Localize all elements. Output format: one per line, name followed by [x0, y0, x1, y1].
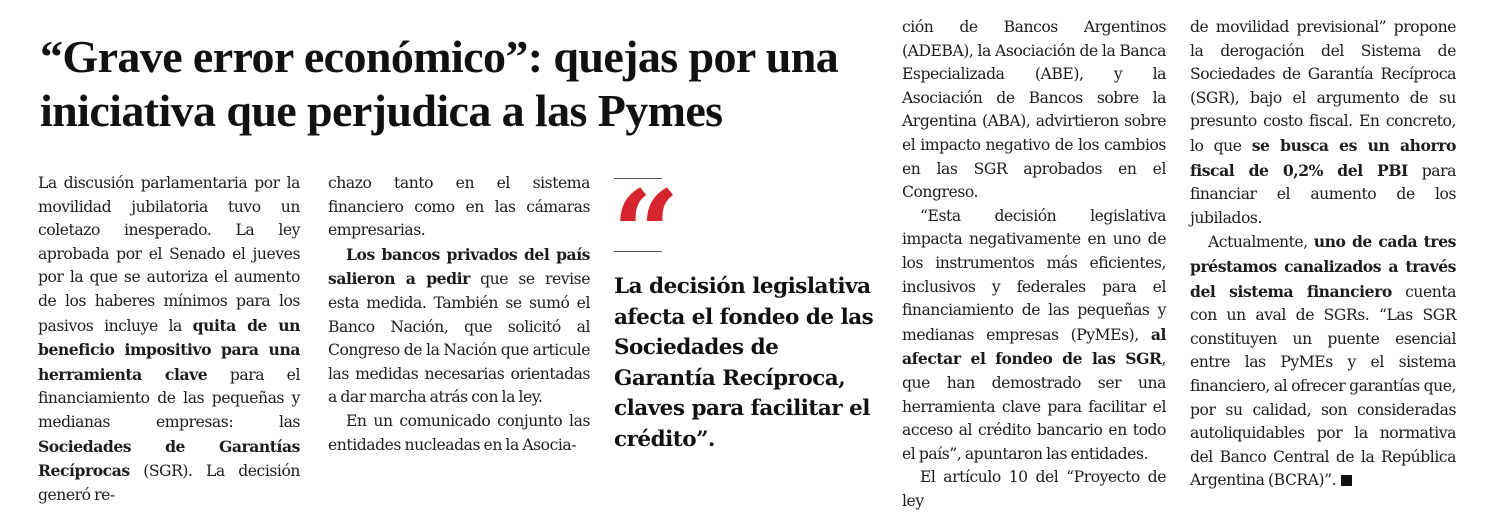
paragraph: “Esta decisión legislativa impacta negativamente en uno de los instrumentos más eficientes, inclusivos y federales para el financiamiento de las pequeñas y medianas empresas (PyMEs), al afectar el fondeo de las SGR, que han demostrado ser una herramienta clave para facilitar el acceso al crédito bancario en todo el país”, apuntaron las entidades. [902, 206, 1166, 463]
paragraph: Los bancos privados del país salieron a pedir que se revise esta medida. También se sumó el Banco Nación, que solicitó al Congreso de la Nación que articule las medidas necesarias orientadas a dar marcha atrás con la ley. [328, 244, 590, 407]
left-double-quote-icon [612, 164, 680, 303]
paragraph: chazo tanto en el sistema financiero como en las cámaras empresarias. [328, 174, 590, 240]
svg-text:“: “ [612, 164, 680, 303]
article-column-2 [328, 172, 590, 457]
paragraph: El artículo 10 del “Proyecto de ley [902, 468, 1166, 510]
article-column-3 [902, 16, 1166, 513]
paragraph: Actualmente, uno de cada tres préstamos canalizados a través del sistema financiero cuenta con un aval de SGRs. “Las SGR constituyen un puente esencial entre las PyMEs y el sistema financiero, al ofrecer garantías que, por su calidad, son consideradas autoliquidables por la normativa del Banco Central de la República Argentina (BCRA)”. [1190, 232, 1456, 490]
pull-quote-text: La decisión legislativa afecta el fondeo de las Sociedades de Garantía Recíproca, claves para facilitar el crédito”. [614, 274, 874, 452]
pull-quote [612, 164, 874, 455]
paragraph: de movilidad previsional” propone la derogación del Sistema de Sociedades de Garantía Recíproca (SGR), bajo el argumento de su presunto costo fiscal. En concreto, lo que se busca es un ahorro fiscal de 0,2% del PBI para financiar el aumento de los jubilados. [1190, 18, 1456, 227]
paragraph: La discusión parlamentaria por la movilidad jubilatoria tuvo un coletazo inesperado. La ley aprobada por el Senado el jueves por la que se autoriza el aumento de los haberes mínimos para los pasivos incluye la quita de un beneficio impositivo para una herramienta clave para el financiamiento de las pequeñas y medianas empresas: las Sociedades de Garantías Recíprocas (SGR). La decisión generó re- [38, 174, 301, 504]
paragraph: ción de Bancos Argentinos (ADEBA), la Asociación de la Banca Especializada (ABE), y la Asociación de Bancos sobre la Argentina (ABA), advirtieron sobre el impacto negativo de los cambios en las SGR aprobados en el Congreso. [902, 18, 1166, 202]
article-column-4 [1190, 16, 1456, 493]
paragraph: En un comunicado conjunto las entidades nucleadas en la Asocia- [328, 411, 590, 454]
article-column-1 [38, 172, 300, 507]
end-of-article-square-icon [1341, 475, 1352, 486]
headline: “Grave error económico”: quejas por una iniciativa que perjudica a las Pymes [40, 31, 839, 136]
